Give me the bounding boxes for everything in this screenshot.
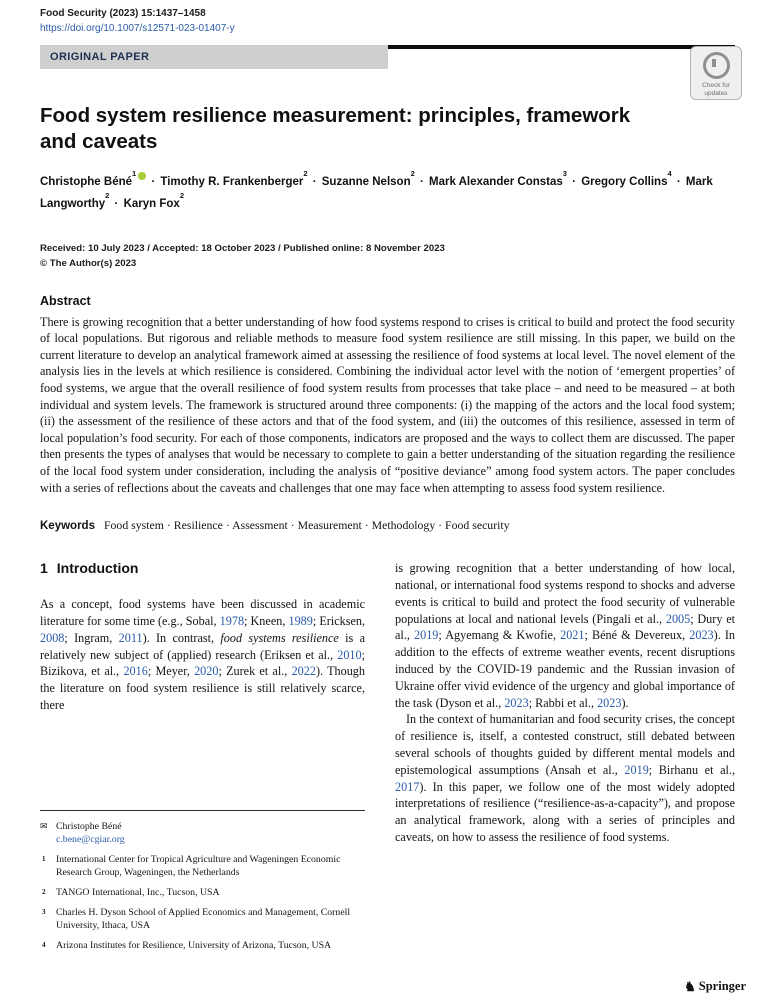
citation-link[interactable]: 2010 [337,647,362,662]
copyright-line: © The Author(s) 2023 [40,257,137,269]
footnote-divider [40,810,365,811]
article-type-banner-row [40,45,735,69]
keywords-values: Food system · Resilience · Assessment · Measurement · Methodology · Food security [103,518,510,533]
journal-reference: Food Security (2023) 15:1437–1458 [40,8,206,19]
citation-link[interactable]: 2021 [560,628,585,643]
citation-link[interactable]: 2016 [123,664,148,679]
check-for-updates-badge[interactable] [690,46,742,100]
citation-link[interactable]: 2023 [597,695,622,710]
citation-link[interactable]: 2019 [624,762,649,777]
affiliations-list [40,853,365,952]
citation-link[interactable]: 2023 [689,628,714,643]
author-name: Christophe Béné$^1$ [40,176,146,188]
citation-link[interactable]: 2019 [414,628,439,643]
correspondence-name: Christophe Béné [56,821,122,833]
affiliation: 2 TANGO International, Inc., Tucson, USA [42,887,220,899]
author-name: Mark Alexander Constas$^3$ [429,169,567,188]
article-type-banner: ORIGINAL PAPER [40,45,388,69]
affiliation: 3 Charles H. Dyson School of Applied Economics and Management, Cornell University, Ithaca, USA [42,907,351,932]
intro-paragraph-right-2: In the context of humanitarian and food security crises, the concept of resilience is, itself, a contested construct, still debated between several schools of thoughts guided by different mental models and epistemological assumptions (Ansah et al., 2019; Birhanu et al., 2017). In this paper, we follow one of the most widely adopted interpretations of resilience (“resilience-as-a-capacity”), and propose an analytical framework, along with a series of principles and caveats, on how to assess the resilience of food systems. [395,712,735,844]
author-name: Gregory Collins$^4$ [581,169,672,188]
check-for-updates-label: Check for updates [702,82,730,97]
doi-link[interactable]: https://doi.org/10.1007/s12571-023-01407-y [40,23,235,34]
affiliation: 4 Arizona Institutes for Resilience, University of Arizona, Tucson, USA [42,940,332,952]
envelope-icon: ✉ [40,821,48,832]
intro-paragraph-right-1: is growing recognition that a better understanding of how local, national, or international food systems respond to shocks and adverse events is critical to build and protect the food security of vulnerable populations at local and national levels (Pingali et al., 2005; Dury et al., 2019; Agyemang & Kwofie, 2021; Béné & Devereux, 2023). In addition to the effects of extreme weather events, recent disruptions induced by the COVID-19 pandemic and the Russian invasion of Ukraine offer vivid evidence of the urgency and global importance of the task (Dyson et al., 2023; Rabbi et al., 2023). [395,561,736,710]
header-rule [388,45,735,49]
publisher-name: Springer [698,979,746,993]
two-column-body [40,560,735,952]
springer-knight-icon: ♞ [684,979,696,994]
citation-link[interactable]: 1989 [288,613,313,628]
left-column [40,560,365,952]
citation-link[interactable]: 2008 [40,630,65,645]
keywords-line [40,518,735,534]
citation-link[interactable]: 2011 [118,630,143,645]
author-name: Timothy R. Frankenberger$^2$ [160,169,308,188]
citation-link[interactable]: 1978 [219,613,245,628]
citation-link[interactable]: 2023 [504,695,529,710]
publisher-logo [684,979,746,994]
section-heading-introduction: 1 Introduction [40,560,139,577]
authors-line: Christophe Béné$^1$ · Timothy R. Frankenberger$^2$ · Suzanne Nelson$^2$ · Mark Alexander Constas$^3$ · Gregory Collins$^4$ · Mark Langworthy$^2$ · Karyn Fox$^2$ [40,169,713,210]
abstract-section [40,294,735,497]
keywords-label: Keywords [40,520,95,533]
article-dates: Received: 10 July 2023 / Accepted: 18 October 2023 / Published online: 8 November 2023 [40,242,445,254]
author-name: Suzanne Nelson$^2$ [321,169,415,188]
author-name: Mark Langworthy$^2$ [40,175,713,210]
orcid-icon[interactable] [138,172,146,180]
abstract-heading: Abstract [40,293,91,308]
right-column [395,560,735,952]
correspondence [40,820,365,846]
author-name: Karyn Fox$^2$ [123,190,184,210]
citation-link[interactable]: 2005 [665,611,691,626]
crossmark-icon [703,52,730,79]
intro-paragraph-left: As a concept, food systems have been discussed in academic literature for some time (e.g., Sobal, 1978; Kneen, 1989; Ericksen, 2008; Ingram, 2011). In contrast, food systems resilience is a relatively new subject of (applied) research (Eriksen et al., 2010; Bizikova, et al., 2016; Meyer, 2020; Zurek et al., 2022). Though the literature on food system resilience is still relatively scarce, there [40,597,366,712]
footnote-block [40,810,365,952]
affiliation: 1 International Center for Tropical Agriculture and Wageningen Economic Research Group, Wageningen, the Netherlands [42,854,341,879]
abstract-text: There is growing recognition that a better understanding of how food systems respond to crises is critical to build and protect the food security of local populations. But rigorous and reliable methods to measure food system resilience are still missing. In this paper, we build on the current literature to develop an analytical framework aimed at assessing the resilience of food systems at local level. The novel element of the analysis lies in the levels at which resilience is considered. Combining the individual actor level with the notion of ‘emergent properties’ of food systems, we argue that the overall resilience of food system results from processes that take place – and need to be measured – at both individual and system levels. The framework is structured around three components: (i) the mapping of the actors and the local food system; (ii) the assessment of the resilience of these actors and that of the food system, and (iii) the outcomes of this resilience, assessed in term of local population’s food security. For each of those components, indicators are proposed and the ways to collect them are discussed. The paper then presents the types of analyses that would be necessary to complete to gain a better understanding of the situation regarding the resilience of the local food system under consideration, including the analysis of “positive deviance” among food system actors. The paper concludes with a series of reflections about the caveats and challenges that one may face when attempting to assess food system resilience. [40,314,735,495]
citation-link[interactable]: 2020 [194,664,219,679]
correspondence-email-link[interactable]: c.bene@cgiar.org [56,834,125,846]
page-title: Food system resilience measurement: principles, framework and caveats [40,104,631,153]
citation-link[interactable]: 2017 [395,779,420,794]
citation-link[interactable]: 2022 [291,664,316,679]
